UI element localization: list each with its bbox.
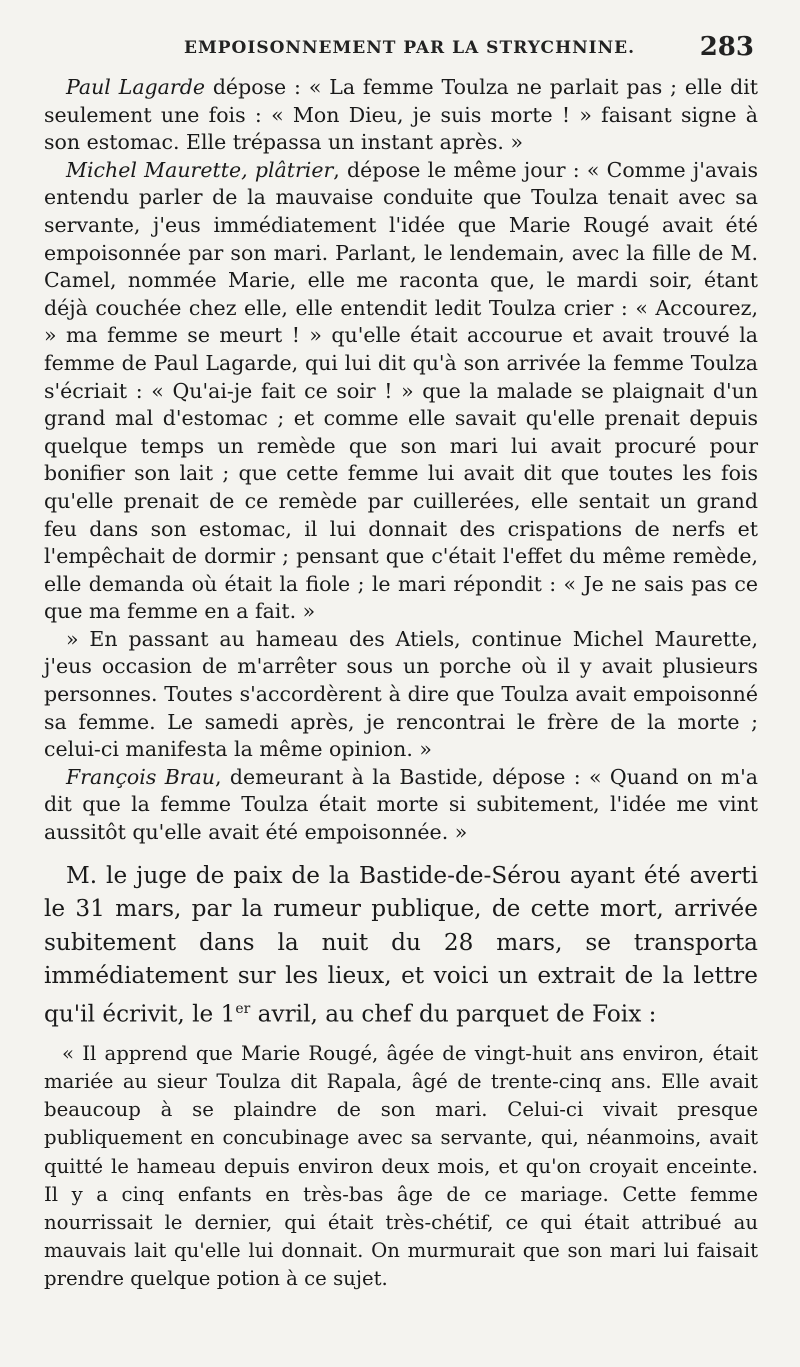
page-header	[44, 34, 758, 68]
testimony-paragraph	[44, 157, 758, 626]
testimony-text: » En passant au hameau des Atiels, continue Michel Maurette, j'eus occasion de m'arrêter sous un porche où il y avait plusieurs personnes. Toutes s'accordèrent à dire que Toulza avait empoisonné sa femme. Le samedi après, je rencontrai le frère de la morte ; celui-ci manifesta la même opinion. »	[44, 626, 758, 762]
witness-name: Michel Maurette, plâtrier	[66, 157, 334, 182]
testimony-section	[44, 74, 758, 847]
ordinal-superscript: er	[235, 1000, 251, 1017]
running-title: EMPOISONNEMENT PAR LA STRYCHNINE.	[184, 38, 636, 58]
narrative-section	[44, 859, 758, 1031]
narrative-text-end: avril, au chef du parquet de Foix :	[250, 1000, 657, 1028]
testimony-text: , demeurant à la Bastide, dépose : « Quand on m'a dit que la femme Toulza était morte si subitement, l'idée me vint aussitôt qu'elle avait été empoisonnée. »	[44, 764, 758, 845]
testimony-paragraph	[44, 626, 758, 764]
page-number: 283	[699, 32, 754, 62]
testimony-text: dépose : « La femme Toulza ne parlait pas ; elle dit seulement une fois : « Mon Dieu, je suis morte ! » faisant signe à son estomac. Elle trépassa un instant après. »	[44, 75, 758, 155]
testimony-paragraph	[44, 74, 758, 157]
narrative-paragraph	[44, 859, 758, 1031]
testimony-paragraph	[44, 764, 758, 847]
narrative-text: M. le juge de paix de la Bastide-de-Sérou ayant été averti le 31 mars, par la rumeur publique, de cette mort, arrivée subitement dans la nuit du 28 mars, se transporta immédiatement sur les lieux, et voici un extrait de la lettre qu'il écrivit, le 1	[44, 861, 758, 1028]
letter-excerpt-section	[44, 1040, 758, 1294]
witness-name: François Brau	[66, 764, 215, 789]
letter-paragraph: « Il apprend que Marie Rougé, âgée de vingt-huit ans environ, était mariée au sieur Toulza dit Rapala, âgé de trente-cinq ans. Elle avait beaucoup à se plaindre de son mari. Celui-ci vivait presque publiquement en concubinage avec sa servante, qui, néanmoins, avait quitté le hameau depuis environ deux mois, et qu'on croyait enceinte. Il y a cinq enfants en très-bas âge de ce mariage. Cette femme nourrissait le dernier, qui était très-chétif, ce qui était attribué au mauvais lait qu'elle lui donnait. On murmurait que son mari lui faisait prendre quelque potion à ce sujet.	[44, 1041, 758, 1291]
testimony-text: , dépose le même jour : « Comme j'avais entendu parler de la mauvaise conduite que Toulza tenait avec sa servante, j'eus immédiatement l'idée que Marie Rougé avait été empoisonnée par son mari. Parlant, le lendemain, avec la fille de M. Camel, nommée Marie, elle me raconta que, le mardi soir, étant déjà couchée chez elle, elle entendit ledit Toulza crier : « Accourez, » ma femme se meurt ! » qu'elle était accourue et avait trouvé la femme de Paul Lagarde, qui lui dit qu'à son arrivée la femme Toulza s'écriait : « Qu'ai-je fait ce soir ! » que la malade se plaignait d'un grand mal d'estomac ; et comme elle savait qu'elle prenait depuis quelque temps un remède que son mari lui avait procuré pour bonifier son lait ; que cette femme lui avait dit que toutes les fois qu'elle prenait de ce remède par cuillerées, elle sentait un grand feu dans son estomac, il lui donnait des crispations de nerfs et l'empêchait de dormir ; pensant que c'était l'effet du même remède, elle demanda où était la fiole ; le mari répondit : « Je ne sais pas ce que ma femme en a fait. »	[44, 157, 758, 624]
witness-name: Paul Lagarde	[66, 75, 205, 99]
